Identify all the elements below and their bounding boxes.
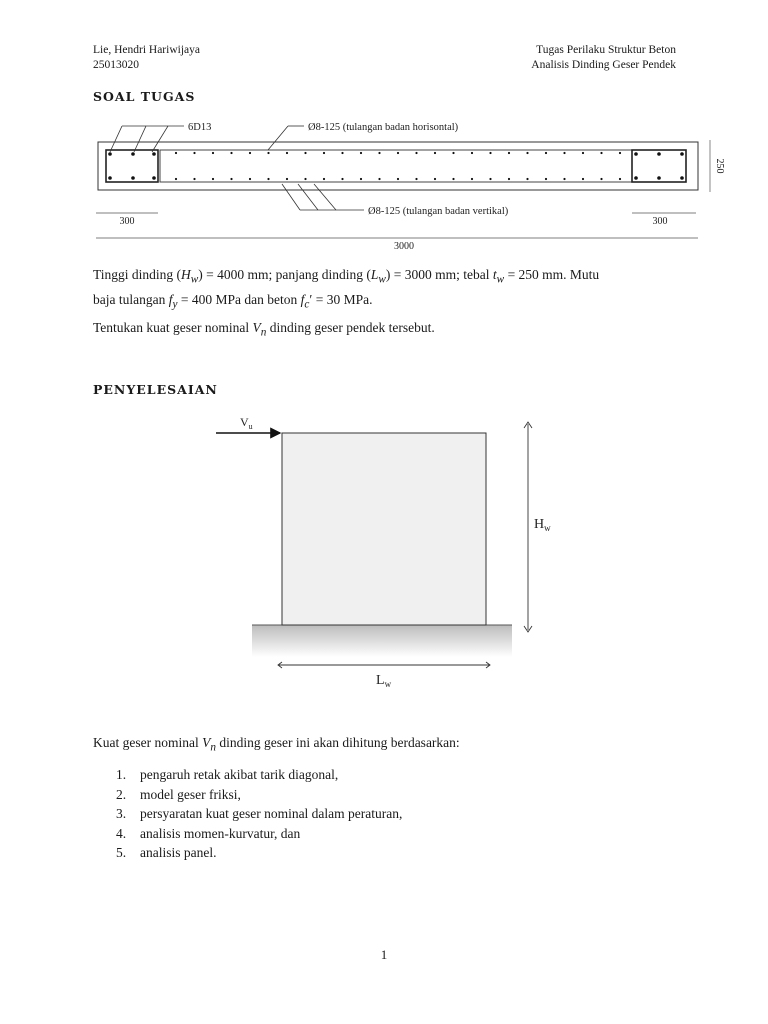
web-rebar [249,178,251,180]
boundary-rebar [152,176,156,180]
web-rebar [600,152,602,154]
load-label: $V_u$ [240,415,253,431]
subscript: w [378,273,386,286]
text: ) = 4000 mm; panjang dinding ( [198,267,371,282]
web-rebar [563,178,565,180]
web-rebar [563,152,565,154]
subscript: w [190,273,199,286]
web-rebar [304,178,306,180]
course-title: Tugas Perilaku Struktur Beton [536,44,676,56]
web-rebar [489,152,491,154]
subscript: n [210,741,216,754]
list-item [116,843,402,863]
symbol-v: V [202,735,211,750]
solution-intro [93,733,693,758]
list-text: persyaratan kuat geser nominal dalam peraturan, [140,806,403,821]
list-number: 3. [116,806,127,821]
web-rebar [304,152,306,154]
web-rebar [545,152,547,154]
web-rebar [545,178,547,180]
web-rebar [230,152,232,154]
web-rebar [286,178,288,180]
web-rebar [286,152,288,154]
dim-thickness-250: 250 [714,158,725,174]
web-rebar [508,178,510,180]
text: ) = 3000 mm; tebal [385,267,493,282]
list-text: analisis momen-kurvatur, dan [140,825,301,841]
symbol-v: V [252,320,261,335]
dim-right-300: 300 [652,216,668,227]
web-rebar [452,178,454,180]
web-rebar [526,152,528,154]
web-rebar [471,178,473,180]
web-rebar [415,178,417,180]
wall-panel [282,433,486,625]
boundary-rebar [108,152,112,156]
text: dinding geser ini akan dihitung berdasarkan: [215,735,460,750]
web-rebar [267,152,269,154]
text: Tinggi dinding ( [93,267,182,282]
text: dinding geser pendek tersebut. [266,320,435,335]
ground-base [252,625,512,657]
header-left [93,43,200,73]
dim-left-300: 300 [119,216,135,227]
page-number: 1 [380,947,388,962]
list-item [116,765,402,785]
text: baja tulangan [93,291,169,307]
boundary-rebar [108,176,112,180]
list-item [116,785,402,805]
web-rebar [619,178,621,180]
boundary-rebar [680,176,684,180]
web-rebar [415,152,417,154]
text: = 400 MPa dan beton [177,291,301,307]
web-rebar [212,152,214,154]
web-rebar [397,152,399,154]
symbol-l: L [370,267,379,282]
text: Kuat geser nominal [93,735,203,750]
label-corner-bars: 6D13 [188,122,212,133]
section-problem-heading: SOAL TUGAS [93,89,196,104]
web-rebar [323,178,325,180]
web-rebar [360,152,362,154]
web-rebar [341,178,343,180]
list-number: 5. [116,845,127,860]
list-number: 2. [116,786,127,802]
subscript: n [260,326,267,339]
web-rebar [508,152,510,154]
web-rebar [341,152,343,154]
web-rebar [582,152,584,154]
author-name: Lie, Hendri Hariwijaya [93,44,200,56]
web-rebar [434,178,436,180]
web-rebar [230,178,232,180]
list-text: pengaruh retak akibat tarik diagonal, [140,767,339,782]
topic-title: Analisis Dinding Geser Pendek [531,59,676,71]
height-label: $H_w$ [534,517,551,533]
problem-paragraph-2 [93,318,693,343]
method-list [116,765,402,863]
web-rebar [378,152,380,154]
boundary-rebar [657,176,661,180]
text: Tentukan kuat geser nominal [93,320,253,335]
boundary-rebar [131,176,135,180]
web-rebar [175,178,177,180]
web-rebar [193,178,195,180]
boundary-rebar [131,152,135,156]
web-rebar [452,152,454,154]
list-item [116,804,402,824]
dim-total-3000: 3000 [394,241,414,252]
list-number: 4. [116,825,127,841]
web-rebar [582,178,584,180]
web-rebar [360,178,362,180]
list-item [116,824,402,844]
wall-elevation-drawing [212,412,551,702]
web-rebar [526,178,528,180]
symbol-h: H [181,267,191,282]
web-rebar [434,152,436,154]
header-right [531,43,676,73]
web-rebar [175,152,177,154]
web-rebar [323,152,325,154]
symbol-f: f [168,291,173,307]
symbol-f: f [300,291,305,307]
list-number: 1. [116,767,127,782]
web-rebar [619,152,621,154]
boundary-rebar [152,152,156,156]
student-id: 25013020 [93,59,139,71]
wall-outline [98,142,698,190]
subscript: c [304,298,310,311]
section-solution-heading: PENYELESAIAN [93,382,218,397]
boundary-rebar [634,176,638,180]
length-label: $L_w$ [376,673,392,689]
boundary-rebar [634,152,638,156]
web-rebar [212,178,214,180]
boundary-rebar [680,152,684,156]
text: = 250 mm. Mutu [504,267,600,282]
list-text: model geser friksi, [140,786,241,802]
subscript: y [172,298,178,311]
web-rebar [378,178,380,180]
web-rebar [249,152,251,154]
web-rebar [397,178,399,180]
label-horizontal-web-bars: Ø8-125 (tulangan badan horisontal) [308,122,459,133]
web-rebar [471,152,473,154]
subscript: w [496,273,505,286]
wall-plan-section-drawing [92,118,728,260]
label-vertical-web-bars: Ø8-125 (tulangan badan vertikal) [368,206,509,217]
text: ′ = 30 MPa. [309,291,373,307]
web-rebar [489,178,491,180]
web-rebar [600,178,602,180]
boundary-rebar [657,152,661,156]
list-text: analisis panel. [140,845,217,860]
symbol-t: t [492,267,497,282]
web-rebar [267,178,269,180]
problem-paragraph-1 [93,265,693,314]
web-rebar [193,152,195,154]
